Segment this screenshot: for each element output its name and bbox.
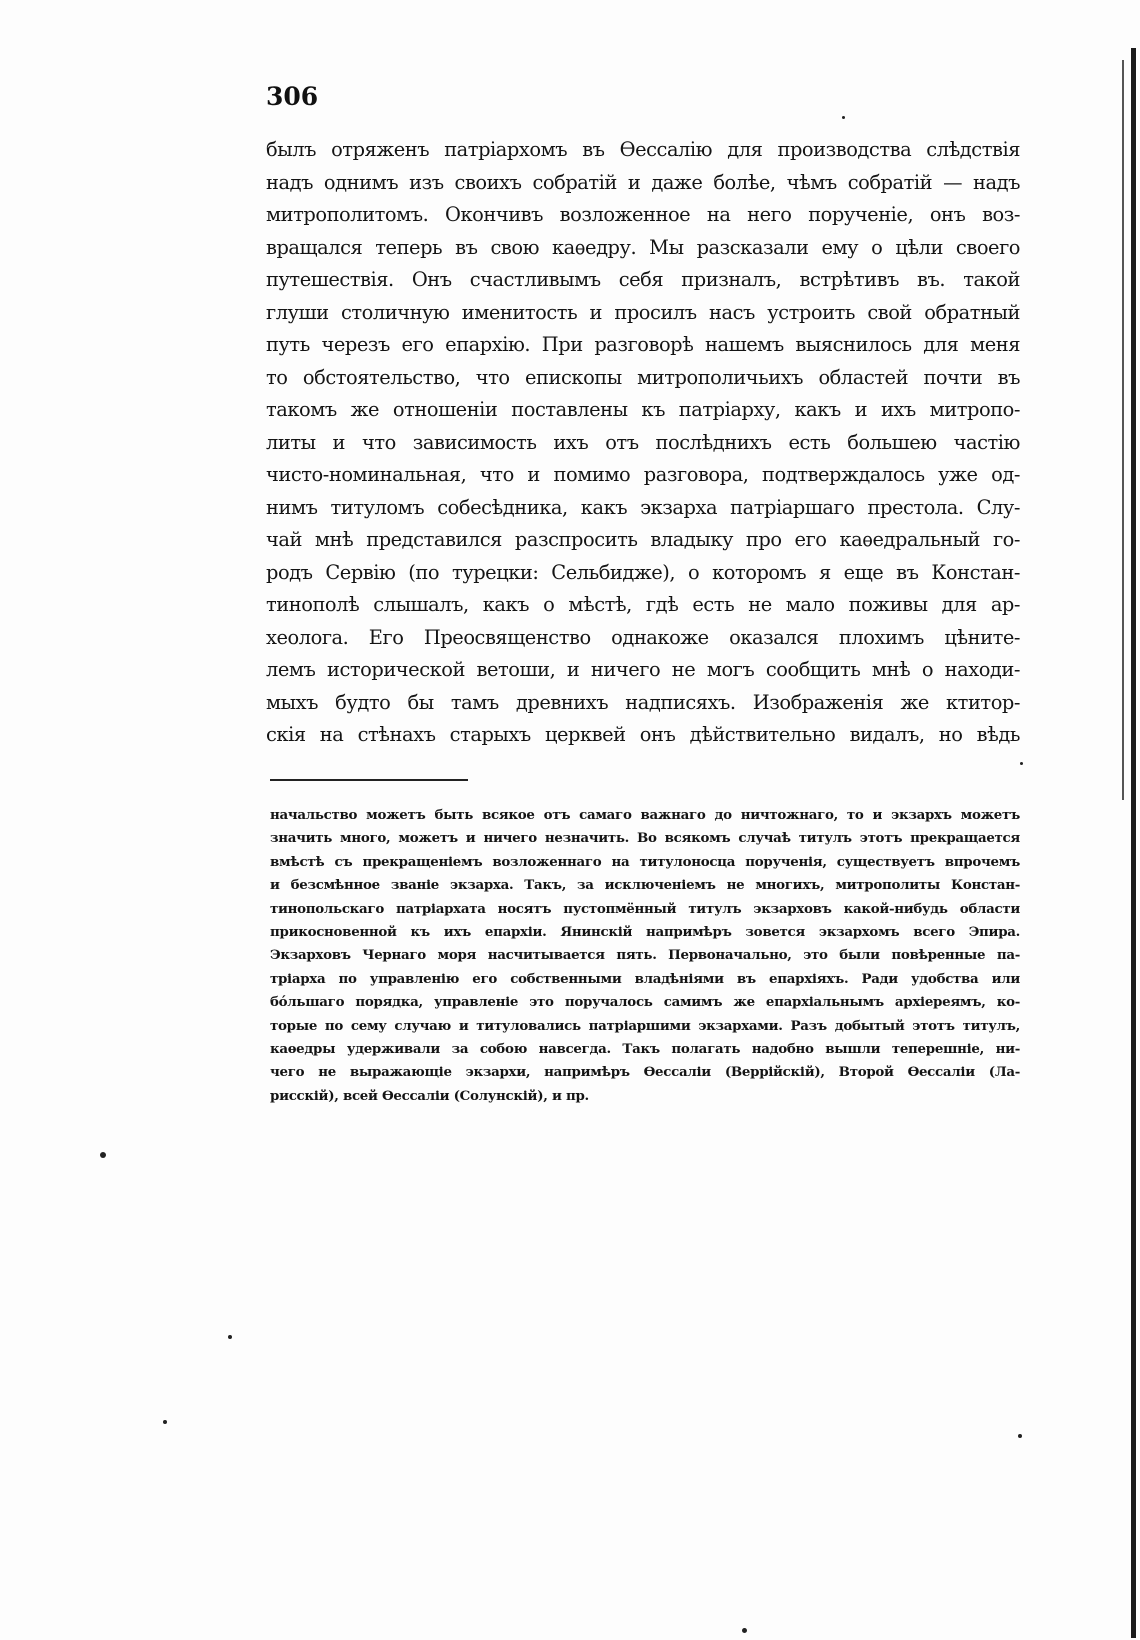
- footnote-line: начальство можетъ быть всякое отъ самаго важнаго до ничтожнаго, то и экзархъ можетъ: [270, 807, 1020, 823]
- footnote-line: прикосновенной къ ихъ епархіи. Янинскій напримѣръ зовется экзархомъ всего Эпира.: [270, 923, 1020, 940]
- footnote-line: рисскій), всей Өессаліи (Солунскій), и пр.: [270, 1087, 589, 1104]
- text-line: лемъ исторической ветоши, и ничего не могъ сообщить мнѣ о находи-: [266, 658, 1020, 681]
- footnote-line: тинопольскаго патріархата носятъ пустопмённый титулъ экзарховъ какой-нибудь области: [270, 900, 1020, 917]
- scan-speck: [100, 1152, 106, 1158]
- page-edge-line: [1122, 60, 1124, 800]
- page-edge-shadow: [1131, 48, 1136, 1638]
- text-line: чисто-номинальная, что и помимо разговора, подтверждалось уже од-: [266, 463, 1020, 486]
- text-line: то обстоятельство, что епископы митрополичьихъ областей почти въ: [266, 365, 1020, 389]
- text-line: скія на стѣнахъ старыхъ церквей онъ дѣйствительно видалъ, но вѣдь: [266, 723, 1020, 746]
- text-line: литы и что зависимость ихъ отъ послѣднихъ есть большею частію: [266, 430, 1020, 454]
- main-text: [266, 134, 1020, 752]
- text-line: чай мнѣ представился разспросить владыку про его каѳедральный го-: [266, 528, 1020, 551]
- text-line: вращался теперь въ свою каѳедру. Мы разсказали ему о цѣли своего: [266, 235, 1020, 259]
- text-line: хеолога. Его Преосвященство однакоже оказался плохимъ цѣните-: [266, 625, 1020, 649]
- footnote-line: вмѣстѣ съ прекращеніемъ возложеннаго на титулоносца порученія, существуетъ впрочемъ: [270, 853, 1020, 870]
- footnote-text: [270, 804, 1020, 1108]
- text-line: митрополитомъ. Окончивъ возложенное на него порученіе, онъ воз-: [266, 203, 1020, 226]
- page-number: 306: [266, 82, 319, 111]
- footnote-separator: [270, 779, 468, 781]
- scan-speck: [1020, 762, 1023, 765]
- text-line: надъ однимъ изъ своихъ собратій и даже болѣе, чѣмъ собратій — надъ: [266, 170, 1020, 194]
- text-line: нимъ титуломъ собесѣдника, какъ экзарха патріаршаго престола. Слу-: [266, 495, 1020, 519]
- footnote-line: бóльшаго порядка, управленіе это поручалось самимъ же епархіальнымъ архіереямъ, ко-: [270, 994, 1020, 1011]
- footnote-line: тріарха по управленію его собственными владѣніями въ епархіяхъ. Ради удобства или: [270, 970, 1020, 987]
- scan-speck: [842, 116, 845, 119]
- scan-speck: [1018, 1434, 1022, 1438]
- text-line: путь черезъ его епархію. При разговорѣ нашемъ выяснилось для меня: [266, 333, 1020, 356]
- footnote-line: и безсмѣнное званіе экзарха. Такъ, за исключеніемъ не многихъ, митрополиты Констан-: [270, 877, 1020, 894]
- scan-speck: [742, 1628, 747, 1633]
- text-line: глуши столичную именитость и просилъ насъ устроить свой обратный: [266, 300, 1020, 324]
- scan-speck: [228, 1335, 232, 1339]
- text-line: тинополѣ слышалъ, какъ о мѣстѣ, гдѣ есть не мало поживы для ар-: [266, 593, 1020, 616]
- scan-speck: [163, 1420, 167, 1424]
- footnote-line: каѳедры удерживали за собою навсегда. Такъ полагать надобно вышли теперешніе, ни-: [270, 1040, 1020, 1057]
- text-line: путешествія. Онъ счастливымъ себя призналъ, встрѣтивъ въ. такой: [266, 268, 1020, 291]
- footnote-line: торые по сему случаю и титуловались патріаршими экзархами. Разъ добытый этотъ титулъ,: [270, 1017, 1020, 1034]
- text-line: мыхъ будто бы тамъ древнихъ надписяхъ. Изображенія же ктитор-: [266, 690, 1020, 714]
- text-line: былъ отряженъ патріархомъ въ Өессалію для производства слѣдствія: [266, 138, 1020, 161]
- text-line: родъ Сервію (по турецки: Сельбидже), о которомъ я еще въ Констан-: [266, 560, 1020, 584]
- footnote-line: Экзарховъ Чернаго моря насчитывается пять. Первоначально, это были повѣренные па-: [270, 947, 1020, 964]
- footnote-line: значить много, можетъ и ничего незначить. Во всякомъ случаѣ титулъ этотъ прекращается: [270, 830, 1020, 847]
- text-line: такомъ же отношеніи поставлены къ патріарху, какъ и ихъ митропо-: [266, 398, 1020, 421]
- footnote-line: чего не выражающіе экзархи, напримѣръ Өессаліи (Веррійскій), Второй Өессаліи (Ла-: [270, 1064, 1020, 1081]
